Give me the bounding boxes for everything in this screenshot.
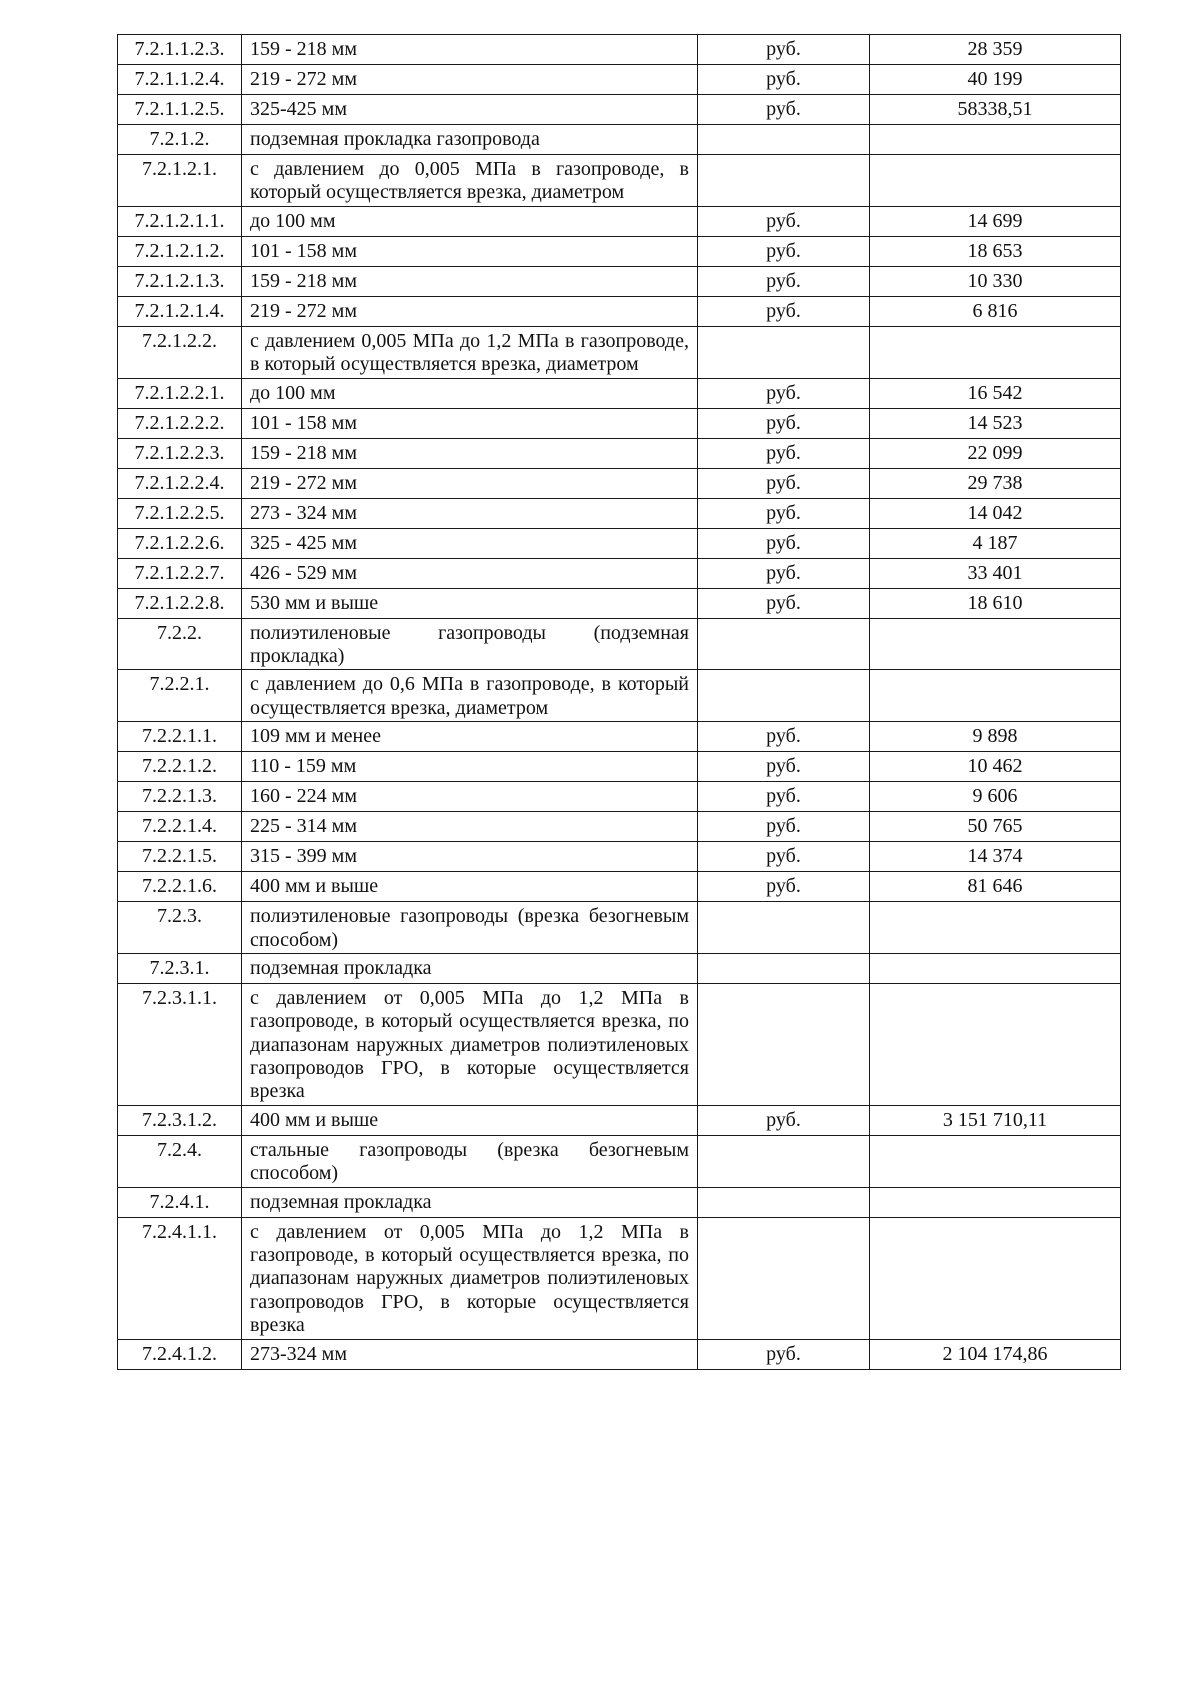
row-code-cell: 7.2.1.2.2.1.	[118, 378, 242, 408]
row-price-cell: 18 610	[870, 588, 1121, 618]
row-code-cell: 7.2.2.1.2.	[118, 752, 242, 782]
row-price-cell: 14 523	[870, 408, 1121, 438]
row-description-cell: 160 - 224 мм	[242, 782, 698, 812]
row-price-cell: 6 816	[870, 296, 1121, 326]
row-code-cell: 7.2.1.2.2.3.	[118, 438, 242, 468]
row-code-cell: 7.2.2.1.1.	[118, 722, 242, 752]
row-price-cell: 9 898	[870, 722, 1121, 752]
table-row	[118, 236, 1121, 266]
row-price-cell	[870, 670, 1121, 722]
row-description-cell: с давлением от 0,005 МПа до 1,2 МПа в газопроводе, в который осуществляется врезка, по диапазонам наружных диаметров полиэтиленовых газопроводов ГРО, в которые осуществляется врезка	[242, 983, 698, 1105]
row-code-cell: 7.2.1.2.2.	[118, 326, 242, 378]
row-unit-cell: руб.	[698, 498, 870, 528]
row-description-cell: с давлением до 0,6 МПа в газопроводе, в который осуществляется врезка, диаметром	[242, 670, 698, 722]
row-price-cell: 10 462	[870, 752, 1121, 782]
row-unit-cell: руб.	[698, 842, 870, 872]
row-description-cell: до 100 мм	[242, 206, 698, 236]
row-price-cell: 50 765	[870, 812, 1121, 842]
row-price-cell: 2 104 174,86	[870, 1339, 1121, 1369]
row-description-cell: подземная прокладка газопровода	[242, 125, 698, 155]
row-unit-cell	[698, 1217, 870, 1339]
row-price-cell	[870, 155, 1121, 207]
row-description-cell: с давлением до 0,005 МПа в газопроводе, в который осуществляется врезка, диаметром	[242, 155, 698, 207]
row-description-cell: 159 - 218 мм	[242, 438, 698, 468]
row-unit-cell: руб.	[698, 588, 870, 618]
row-code-cell: 7.2.1.2.2.6.	[118, 528, 242, 558]
row-price-cell: 14 699	[870, 206, 1121, 236]
row-code-cell: 7.2.4.1.1.	[118, 1217, 242, 1339]
row-price-cell	[870, 1217, 1121, 1339]
row-code-cell: 7.2.4.1.2.	[118, 1339, 242, 1369]
table-row	[118, 752, 1121, 782]
row-description-cell: полиэтиленовые газопроводы (врезка безогневым способом)	[242, 902, 698, 954]
row-unit-cell: руб.	[698, 872, 870, 902]
row-unit-cell	[698, 125, 870, 155]
table-row	[118, 1217, 1121, 1339]
table-row	[118, 95, 1121, 125]
tariff-table	[117, 34, 1121, 1370]
row-price-cell	[870, 618, 1121, 670]
row-unit-cell: руб.	[698, 95, 870, 125]
table-row	[118, 296, 1121, 326]
tariff-table-body	[118, 35, 1121, 1370]
table-row	[118, 618, 1121, 670]
table-row	[118, 902, 1121, 954]
row-code-cell: 7.2.1.2.2.2.	[118, 408, 242, 438]
row-code-cell: 7.2.3.1.2.	[118, 1105, 242, 1135]
row-price-cell	[870, 953, 1121, 983]
row-code-cell: 7.2.2.	[118, 618, 242, 670]
row-unit-cell: руб.	[698, 528, 870, 558]
row-price-cell: 16 542	[870, 378, 1121, 408]
row-unit-cell: руб.	[698, 236, 870, 266]
row-code-cell: 7.2.1.2.2.4.	[118, 468, 242, 498]
row-description-cell: подземная прокладка	[242, 1187, 698, 1217]
row-price-cell: 40 199	[870, 65, 1121, 95]
table-row	[118, 842, 1121, 872]
row-description-cell: 325-425 мм	[242, 95, 698, 125]
table-row	[118, 155, 1121, 207]
table-row	[118, 983, 1121, 1105]
row-price-cell: 33 401	[870, 558, 1121, 588]
row-unit-cell: руб.	[698, 296, 870, 326]
table-row	[118, 528, 1121, 558]
row-description-cell: 109 мм и менее	[242, 722, 698, 752]
row-code-cell: 7.2.1.2.1.1.	[118, 206, 242, 236]
table-row	[118, 35, 1121, 65]
table-row	[118, 588, 1121, 618]
row-price-cell: 3 151 710,11	[870, 1105, 1121, 1135]
row-description-cell: стальные газопроводы (врезка безогневым способом)	[242, 1135, 698, 1187]
row-code-cell: 7.2.1.1.2.3.	[118, 35, 242, 65]
table-row	[118, 872, 1121, 902]
row-unit-cell	[698, 1135, 870, 1187]
row-unit-cell	[698, 326, 870, 378]
row-price-cell	[870, 983, 1121, 1105]
row-description-cell: 159 - 218 мм	[242, 266, 698, 296]
row-unit-cell: руб.	[698, 378, 870, 408]
row-description-cell: 159 - 218 мм	[242, 35, 698, 65]
table-row	[118, 812, 1121, 842]
row-code-cell: 7.2.1.2.2.8.	[118, 588, 242, 618]
row-unit-cell: руб.	[698, 1105, 870, 1135]
row-code-cell: 7.2.1.2.	[118, 125, 242, 155]
row-price-cell	[870, 902, 1121, 954]
row-unit-cell: руб.	[698, 782, 870, 812]
row-description-cell: 225 - 314 мм	[242, 812, 698, 842]
row-unit-cell: руб.	[698, 468, 870, 498]
row-description-cell: 219 - 272 мм	[242, 65, 698, 95]
table-row	[118, 1105, 1121, 1135]
row-unit-cell: руб.	[698, 812, 870, 842]
row-unit-cell: руб.	[698, 35, 870, 65]
table-row	[118, 558, 1121, 588]
table-row	[118, 498, 1121, 528]
row-description-cell: 273-324 мм	[242, 1339, 698, 1369]
table-row	[118, 266, 1121, 296]
row-code-cell: 7.2.2.1.	[118, 670, 242, 722]
row-code-cell: 7.2.1.2.1.4.	[118, 296, 242, 326]
row-price-cell	[870, 125, 1121, 155]
row-description-cell: подземная прокладка	[242, 953, 698, 983]
row-code-cell: 7.2.2.1.5.	[118, 842, 242, 872]
row-price-cell: 58338,51	[870, 95, 1121, 125]
row-code-cell: 7.2.3.1.1.	[118, 983, 242, 1105]
row-unit-cell: руб.	[698, 438, 870, 468]
row-price-cell	[870, 1187, 1121, 1217]
row-code-cell: 7.2.2.1.4.	[118, 812, 242, 842]
row-unit-cell: руб.	[698, 722, 870, 752]
row-code-cell: 7.2.3.	[118, 902, 242, 954]
row-price-cell: 10 330	[870, 266, 1121, 296]
table-row	[118, 408, 1121, 438]
row-unit-cell	[698, 155, 870, 207]
row-code-cell: 7.2.4.	[118, 1135, 242, 1187]
row-unit-cell	[698, 670, 870, 722]
row-unit-cell: руб.	[698, 408, 870, 438]
row-description-cell: 101 - 158 мм	[242, 236, 698, 266]
row-code-cell: 7.2.1.1.2.4.	[118, 65, 242, 95]
table-row	[118, 326, 1121, 378]
row-description-cell: 273 - 324 мм	[242, 498, 698, 528]
row-unit-cell: руб.	[698, 206, 870, 236]
table-row	[118, 722, 1121, 752]
row-description-cell: с давлением от 0,005 МПа до 1,2 МПа в газопроводе, в который осуществляется врезка, по диапазонам наружных диаметров полиэтиленовых газопроводов ГРО, в которые осуществляется врезка	[242, 1217, 698, 1339]
table-row	[118, 65, 1121, 95]
row-description-cell: 315 - 399 мм	[242, 842, 698, 872]
row-description-cell: 400 мм и выше	[242, 1105, 698, 1135]
row-unit-cell: руб.	[698, 752, 870, 782]
table-row	[118, 468, 1121, 498]
row-price-cell: 14 042	[870, 498, 1121, 528]
row-unit-cell: руб.	[698, 1339, 870, 1369]
row-code-cell: 7.2.2.1.6.	[118, 872, 242, 902]
table-row	[118, 1339, 1121, 1369]
row-description-cell: 325 - 425 мм	[242, 528, 698, 558]
row-price-cell: 14 374	[870, 842, 1121, 872]
row-price-cell: 9 606	[870, 782, 1121, 812]
table-row	[118, 378, 1121, 408]
row-description-cell: 219 - 272 мм	[242, 296, 698, 326]
row-price-cell: 4 187	[870, 528, 1121, 558]
table-row	[118, 670, 1121, 722]
row-code-cell: 7.2.1.2.1.2.	[118, 236, 242, 266]
row-description-cell: полиэтиленовые газопроводы (подземная прокладка)	[242, 618, 698, 670]
row-price-cell: 28 359	[870, 35, 1121, 65]
row-description-cell: 400 мм и выше	[242, 872, 698, 902]
row-unit-cell	[698, 618, 870, 670]
row-code-cell: 7.2.2.1.3.	[118, 782, 242, 812]
row-price-cell: 22 099	[870, 438, 1121, 468]
row-code-cell: 7.2.1.1.2.5.	[118, 95, 242, 125]
row-code-cell: 7.2.1.2.1.3.	[118, 266, 242, 296]
row-price-cell	[870, 1135, 1121, 1187]
row-unit-cell	[698, 1187, 870, 1217]
table-row	[118, 782, 1121, 812]
row-description-cell: до 100 мм	[242, 378, 698, 408]
table-row	[118, 438, 1121, 468]
table-row	[118, 125, 1121, 155]
row-price-cell: 29 738	[870, 468, 1121, 498]
table-row	[118, 206, 1121, 236]
row-code-cell: 7.2.4.1.	[118, 1187, 242, 1217]
row-description-cell: 101 - 158 мм	[242, 408, 698, 438]
row-code-cell: 7.2.3.1.	[118, 953, 242, 983]
row-code-cell: 7.2.1.2.2.7.	[118, 558, 242, 588]
row-description-cell: 426 - 529 мм	[242, 558, 698, 588]
row-unit-cell	[698, 983, 870, 1105]
row-unit-cell: руб.	[698, 558, 870, 588]
row-code-cell: 7.2.1.2.2.5.	[118, 498, 242, 528]
row-code-cell: 7.2.1.2.1.	[118, 155, 242, 207]
row-description-cell: с давлением 0,005 МПа до 1,2 МПа в газопроводе, в который осуществляется врезка, диаметром	[242, 326, 698, 378]
row-unit-cell: руб.	[698, 266, 870, 296]
row-description-cell: 219 - 272 мм	[242, 468, 698, 498]
table-row	[118, 1187, 1121, 1217]
row-description-cell: 530 мм и выше	[242, 588, 698, 618]
row-unit-cell	[698, 902, 870, 954]
row-price-cell: 18 653	[870, 236, 1121, 266]
row-unit-cell	[698, 953, 870, 983]
row-unit-cell: руб.	[698, 65, 870, 95]
row-price-cell	[870, 326, 1121, 378]
table-row	[118, 953, 1121, 983]
document-page	[117, 34, 1120, 1370]
row-price-cell: 81 646	[870, 872, 1121, 902]
table-row	[118, 1135, 1121, 1187]
row-description-cell: 110 - 159 мм	[242, 752, 698, 782]
